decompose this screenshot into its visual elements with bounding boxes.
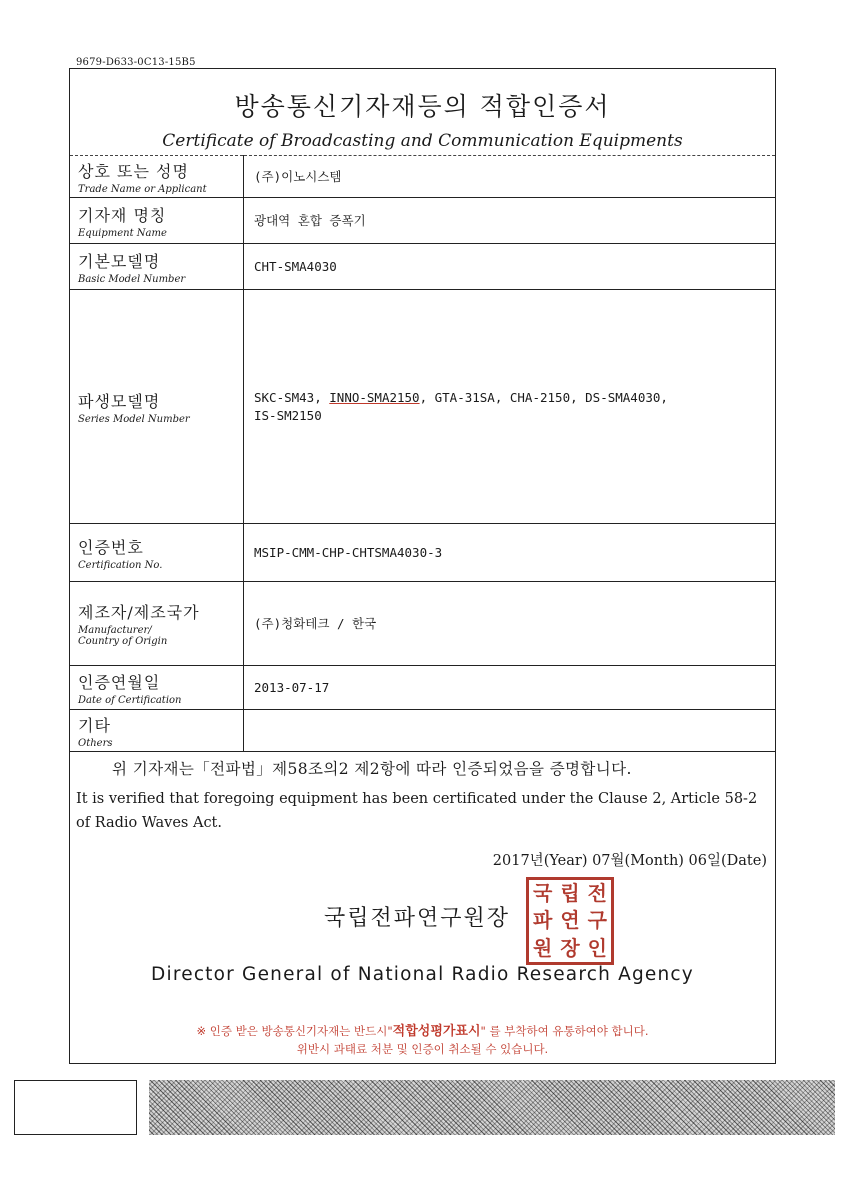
series-model-line2: IS-SM2150 [254,407,322,423]
value-series-model [244,290,776,524]
official-seal-stamp: 국 립 전 파 연 구 원 장 인 [526,877,614,965]
label-ko: 기자재 명칭 [78,205,167,225]
value-certification-no: MSIP-CMM-CHP-CHTSMA4030-3 [244,524,776,582]
title-english: Certificate of Broadcasting and Communication Equipments [162,131,683,151]
label-ko: 기타 [78,715,111,735]
warning-bold: 적합성평가표시 [392,1024,481,1039]
label-en: Manufacturer/ [78,625,152,636]
row-manufacturer [70,582,776,666]
label-en: Equipment Name [78,227,167,239]
warning-post: " 를 부착하여 유통하여야 합니다. [480,1024,649,1038]
title-korean: 방송통신기자재등의 적합인증서 [234,92,611,121]
statement-english: It is verified that foregoing equipment has been certificated under the Clause 2, Article 58-2 of Radio Waves Act. [76,791,758,831]
label-ko: 파생모델명 [78,391,161,411]
agency-name-korean: 국립전파연구원장 [324,906,511,931]
row-basic-model [70,244,776,290]
warning-line-1 [70,1020,775,1039]
label-en: Certification No. [78,559,163,571]
value-certification-date: 2013-07-17 [244,666,776,710]
value-equipment-name: 광대역 혼합 증폭기 [244,198,776,244]
agency-name-english: Director General of National Radio Research Agency [151,964,694,985]
label-en: Date of Certification [78,694,182,706]
row-certification-date [70,666,776,710]
label-ko: 인증연월일 [78,672,161,692]
statement-korean: 위 기자재는「전파법」제58조의2 제2항에 따라 인증되었음을 증명합니다. [112,760,632,778]
label-en: Series Model Number [78,413,190,425]
issue-date: 2017년(Year) 07월(Month) 06일(Date) [492,853,767,869]
row-equipment-name [70,198,776,244]
value-trade-name: (주)이노시스템 [244,156,776,198]
label-ko: 상호 또는 성명 [78,161,189,181]
series-model-part2: , GTA-31SA, CHA-2150, DS-SMA4030, [419,389,668,405]
row-series-model [70,290,776,524]
warning-pre: ※ 인증 받은 방송통신기자재는 반드시" [196,1024,393,1038]
security-pattern-strip [149,1080,835,1135]
series-model-underlined: INNO-SMA2150 [329,389,420,405]
label-en: Basic Model Number [78,273,186,285]
certificate-info-table [69,155,776,752]
document-number: 9679-D633-0C13-15B5 [76,57,196,68]
label-en: Trade Name or Applicant [78,183,207,195]
label-en: Others [78,737,113,749]
warning-line-2: 위반시 과태료 처분 및 인증이 취소될 수 있습니다. [296,1042,549,1056]
value-basic-model: CHT-SMA4030 [244,244,776,290]
row-others [70,710,776,752]
blank-stub-box [14,1080,137,1135]
label-ko: 기본모델명 [78,251,161,271]
value-others [244,710,776,752]
label-ko: 제조자/제조국가 [78,603,200,622]
certificate-frame [69,68,776,1064]
series-model-part1: SKC-SM43, [254,389,330,405]
label-ko: 인증번호 [78,537,144,557]
label-en-line2: Country of Origin [78,636,168,647]
row-trade-name [70,156,776,198]
value-manufacturer: (주)청화테크 / 한국 [244,582,776,666]
row-certification-no [70,524,776,582]
